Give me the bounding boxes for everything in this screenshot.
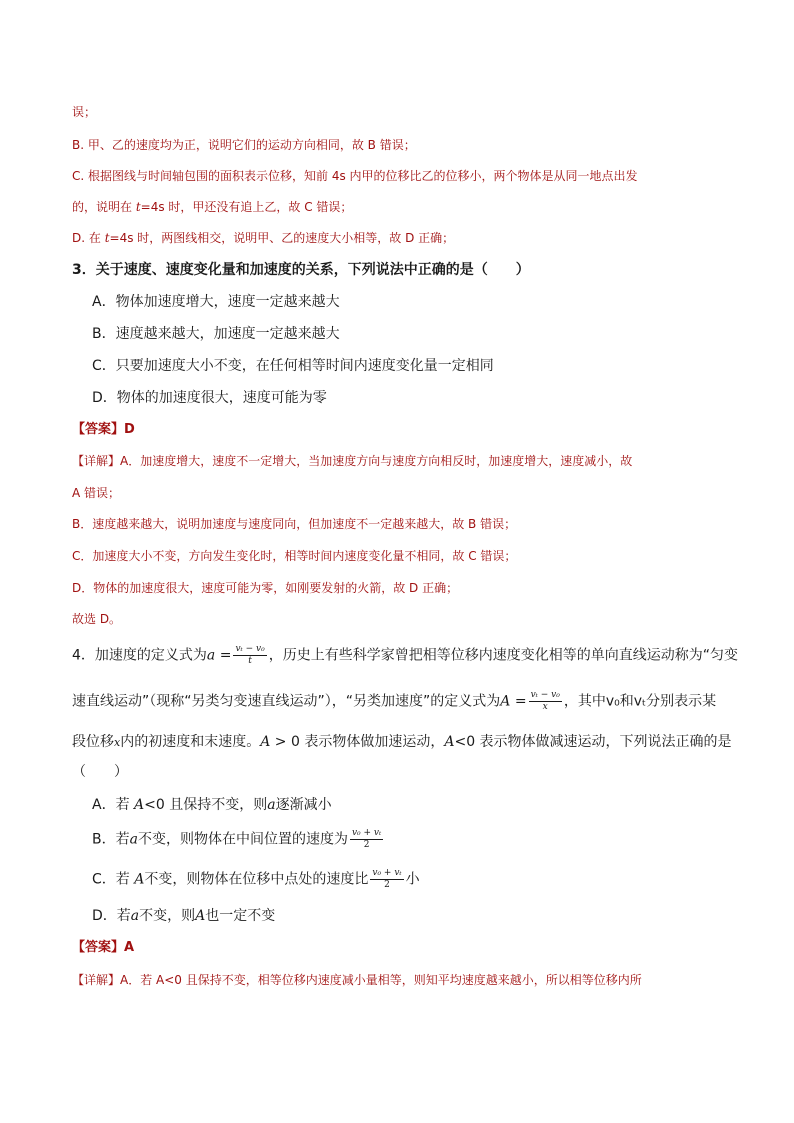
question-3-option-a: A．物体加速度增大，速度一定越来越大 xyxy=(92,294,340,310)
prev-explanation-option-c-cont: 的，说明在 t=4s 时，甲还没有追上乙，故 C 错误； xyxy=(72,200,353,214)
question-3-explanation-4: C．加速度大小不变，方向发生变化时，相等时间内速度变化量不相同，故 C 错误； xyxy=(72,549,517,563)
question-4-stem-line-1: 4．加速度的定义式为a = $\frac{\text{vₜ − v₀}}{t}$ ，历史上有些科学家曾把相等位移内速度变化相等的单向直线运动称为“匀变 xyxy=(72,644,738,666)
question-3-explanation-2: A 错误； xyxy=(72,486,121,500)
mid-velocity-fraction-c: $\frac{\text{v₀ + vₜ}}{2}$ xyxy=(372,868,402,890)
question-3-option-c: C．只要加速度大小不变，在任何相等时间内速度变化量一定相同 xyxy=(92,358,494,374)
prev-explanation-option-d: D. 在 t=4s 时，两图线相交，说明甲、乙的速度大小相等，故 D 正确； xyxy=(72,231,455,245)
question-4-option-a: A．若 A<0 且保持不变，则a逐渐减小 xyxy=(92,797,332,813)
question-4-explanation-1: 【详解】A．若 A<0 且保持不变，相等位移内速度减小量相等，则知平均速度越来越小，所以相等位移内所 xyxy=(72,973,642,987)
question-3-explanation-1: 【详解】A．加速度增大，速度不一定增大，当加速度方向与速度方向相反时，加速度增大，速度减小，故 xyxy=(72,454,633,468)
question-3-stem: 3．关于速度、速度变化量和加速度的关系，下列说法中正确的是（ ） xyxy=(72,262,530,278)
prev-explanation-line-1: 误； xyxy=(72,105,97,119)
question-4-stem-line-2: 速直线运动”（现称“另类匀变速直线运动”），“另类加速度”的定义式为A = $\frac{\text{vₜ − v₀}}{x}$ ，其中v₀和vₜ分别表示某 xyxy=(72,690,717,712)
question-4-stem-line-3: 段位移x内的初速度和末速度。A > 0 表示物体做加速运动，A<0 表示物体做减速运动，下列说法正确的是 xyxy=(72,734,732,750)
question-4-answer: 【答案】A xyxy=(72,940,135,955)
question-3-answer: 【答案】D xyxy=(72,422,135,437)
question-3-explanation-3: B．速度越来越大，说明加速度与速度同向，但加速度不一定越来越大，故 B 错误； xyxy=(72,517,517,531)
prev-explanation-option-c: C. 根据图线与时间轴包围的面积表示位移，知前 4s 内甲的位移比乙的位移小，两个物体是从同一地点出发 xyxy=(72,169,638,183)
alt-accel-definition-fraction: $\frac{\text{vₜ − v₀}}{x}$ xyxy=(530,690,560,712)
mid-velocity-fraction-b: $\frac{\text{v₀ + vₜ}}{2}$ xyxy=(351,828,382,850)
question-4-option-c: C．若 A不变，则物体在位移中点处的速度比 $\frac{\text{v₀ + vₜ}}{2}$ 小 xyxy=(92,868,420,890)
question-3-explanation-6: 故选 D。 xyxy=(72,612,122,626)
accel-definition-fraction: $\frac{\text{vₜ − v₀}}{t}$ xyxy=(235,644,265,666)
question-4-option-d: D．若a不变，则A也一定不变 xyxy=(92,908,276,924)
prev-explanation-option-b: B. 甲、乙的速度均为正，说明它们的运动方向相同，故 B 错误； xyxy=(72,138,416,152)
question-3-option-d: D．物体的加速度很大，速度可能为零 xyxy=(92,390,327,406)
question-4-stem-line-4: （ ） xyxy=(72,764,128,780)
question-3-option-b: B．速度越来越大，加速度一定越来越大 xyxy=(92,326,340,342)
question-3-explanation-5: D．物体的加速度很大，速度可能为零，如刚要发射的火箭，故 D 正确； xyxy=(72,581,459,595)
question-4-option-b: B．若a不变，则物体在中间位置的速度为 $\frac{\text{v₀ + vₜ}}{2}$ xyxy=(92,828,382,850)
